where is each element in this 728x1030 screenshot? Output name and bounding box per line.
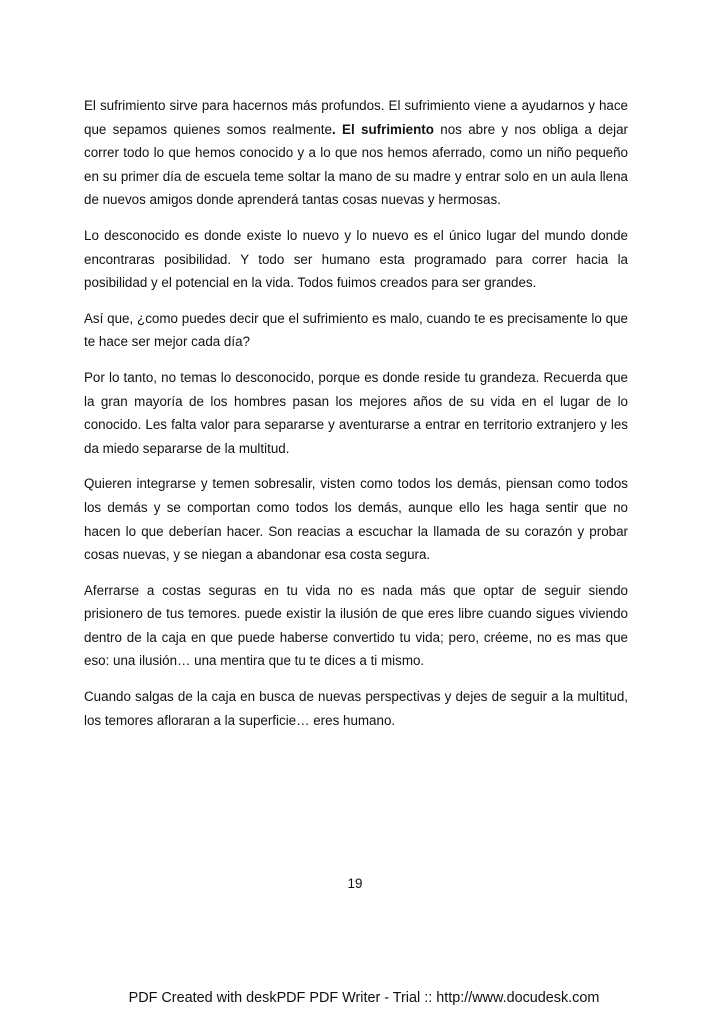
paragraph-3-text: Así que, ¿como puedes decir que el sufrimiento es malo, cuando te es precisamente lo que te hace ser mejor cada día? [84, 310, 628, 350]
paragraph-4-text: Por lo tanto, no temas lo desconocido, porque es donde reside tu grandeza. Recuerda que la gran mayoría de los hombres pasan los mejores años de su vida en el lugar de lo conocido. Les falta valor para separarse y aventurarse a entrar en territorio extranjero y les da miedo separarse de la multitud. [84, 369, 628, 456]
paragraph-5-text: Quieren integrarse y temen sobresalir, visten como todos los demás, piensan como todos los demás y se comportan como todos los demás, aunque ello les haga sentir que no hacen lo que deberían hacer. Son reacias a escuchar la llamada de su corazón y probar cosas nuevas, y se niegan a abandonar esa costa segura. [84, 476, 628, 563]
paragraph-2 [84, 224, 628, 295]
paragraph-5 [84, 472, 628, 566]
page-number: 19 [347, 876, 363, 891]
paragraph-1-text-a: El sufrimiento sirve para hacernos más profundos. El sufrimiento viene a ayudarnos y hace que sepamos quienes somos realmente [84, 98, 628, 137]
paragraph-1-bold-phrase: . El sufrimiento [331, 121, 434, 137]
page-body [84, 94, 628, 744]
paragraph-3 [84, 307, 628, 354]
paragraph-4 [84, 366, 628, 460]
paragraph-6-text: Aferrarse a costas seguras en tu vida no es nada más que optar de seguir siendo prisionero de tus temores. puede existir la ilusión de que eres libre cuando sigues viviendo dentro de la caja en que puede haberse convertido tu vida; pero, créeme, no es mas que eso: una ilusión… una mentira que tu te dices a ti mismo. [84, 582, 628, 669]
paragraph-6 [84, 579, 628, 673]
paragraph-7-text: Cuando salgas de la caja en busca de nuevas perspectivas y dejes de seguir a la multitud, los temores afloraran a la superficie… eres humano. [84, 689, 628, 728]
paragraph-7 [84, 685, 628, 732]
pdf-writer-footer: PDF Created with deskPDF PDF Writer - Trial :: http://www.docudesk.com [128, 990, 600, 1006]
paragraph-1-text-b: nos abre y nos obliga a dejar correr todo lo que hemos conocido y a lo que nos hemos aferrado, como un niño pequeño en su primer día de escuela teme soltar la mano de su madre y entrar solo en un aula llena de nuevos amigos donde aprenderá tantas cosas nuevas y hermosas. [84, 121, 628, 208]
paragraph-1 [84, 94, 628, 212]
paragraph-2-text: Lo desconocido es donde existe lo nuevo y lo nuevo es el único lugar del mundo donde encontraras posibilidad. Y todo ser humano esta programado para correr hacia la posibilidad y el potencial en la vida. Todos fuimos creados para ser grandes. [84, 227, 628, 291]
